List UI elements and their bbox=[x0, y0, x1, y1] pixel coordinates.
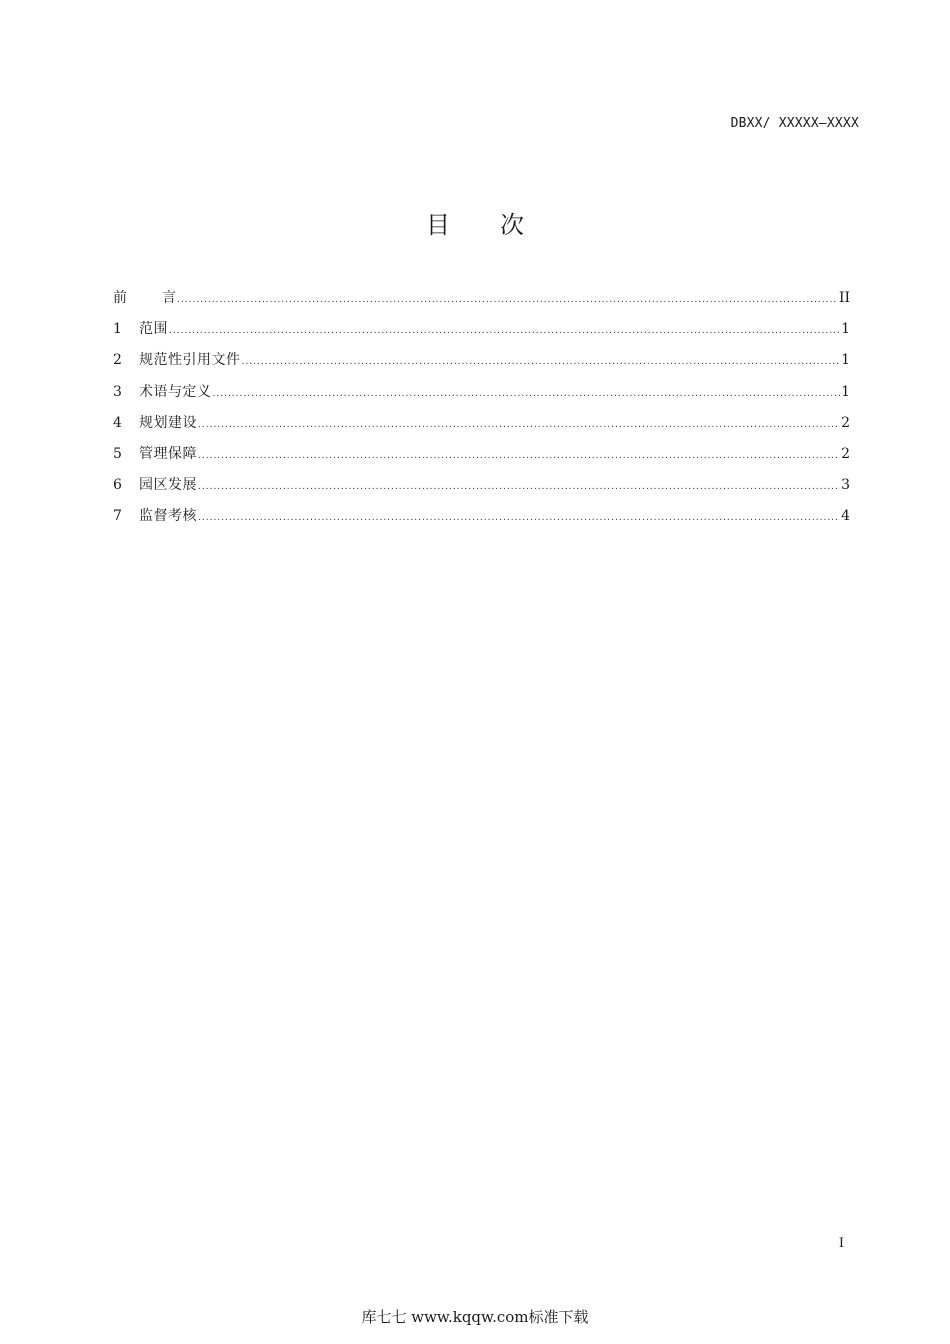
toc-entry-label: 管理保障 bbox=[139, 445, 197, 462]
toc-leader-dots bbox=[198, 420, 840, 430]
toc-entry-management-guarantee[interactable] bbox=[113, 443, 850, 474]
toc-entry-page: 2 bbox=[841, 445, 850, 462]
toc-entry-number: 2 bbox=[113, 352, 122, 369]
toc-entry-label: 监督考核 bbox=[139, 508, 197, 525]
toc-entry-page: II bbox=[838, 290, 850, 306]
toc-entry-label: 前 言 bbox=[113, 290, 176, 306]
toc-entry-foreword[interactable] bbox=[113, 287, 850, 318]
document-code: DBXX/ XXXXX—XXXX bbox=[730, 116, 859, 131]
toc-leader-dots bbox=[177, 295, 838, 305]
toc-entry-scope[interactable] bbox=[113, 318, 850, 349]
toc-entry-number: 5 bbox=[113, 445, 122, 462]
toc-entry-page: 4 bbox=[841, 508, 850, 525]
toc-entry-page: 1 bbox=[841, 352, 850, 369]
toc-entry-park-development[interactable] bbox=[113, 474, 850, 505]
toc-entry-label: 园区发展 bbox=[139, 477, 197, 494]
page-number: I bbox=[838, 1236, 844, 1251]
toc-entry-page: 3 bbox=[841, 477, 850, 494]
toc-entry-page: 2 bbox=[841, 414, 850, 431]
toc-leader-dots bbox=[198, 451, 840, 461]
toc-leader-dots bbox=[198, 513, 840, 523]
toc-entry-page: 1 bbox=[841, 321, 850, 338]
toc-entry-label: 规范性引用文件 bbox=[139, 352, 241, 369]
footer-watermark-text: 库七七 www.kqqw.com标准下载 bbox=[361, 1308, 589, 1326]
toc-entry-label: 术语与定义 bbox=[139, 383, 212, 400]
toc-title: 目次 bbox=[426, 211, 574, 239]
toc-leader-dots bbox=[198, 482, 840, 492]
toc-entry-number: 7 bbox=[113, 508, 122, 525]
toc-entry-supervision-assessment[interactable] bbox=[113, 505, 850, 536]
toc-entry-label: 范围 bbox=[139, 321, 168, 338]
toc-leader-dots bbox=[213, 389, 841, 399]
toc-entry-label: 规划建设 bbox=[139, 414, 197, 431]
toc-entry-page: 1 bbox=[841, 383, 850, 400]
toc-entry-number: 3 bbox=[113, 383, 122, 400]
toc-entry-planning-construction[interactable] bbox=[113, 412, 850, 443]
table-of-contents bbox=[113, 287, 850, 537]
toc-entry-number: 4 bbox=[113, 414, 122, 431]
toc-leader-dots bbox=[169, 326, 840, 336]
toc-entry-terms-definitions[interactable] bbox=[113, 381, 850, 412]
toc-leader-dots bbox=[242, 357, 841, 367]
toc-entry-normative-references[interactable] bbox=[113, 349, 850, 380]
toc-entry-number: 1 bbox=[113, 321, 122, 338]
toc-entry-number: 6 bbox=[113, 477, 122, 494]
